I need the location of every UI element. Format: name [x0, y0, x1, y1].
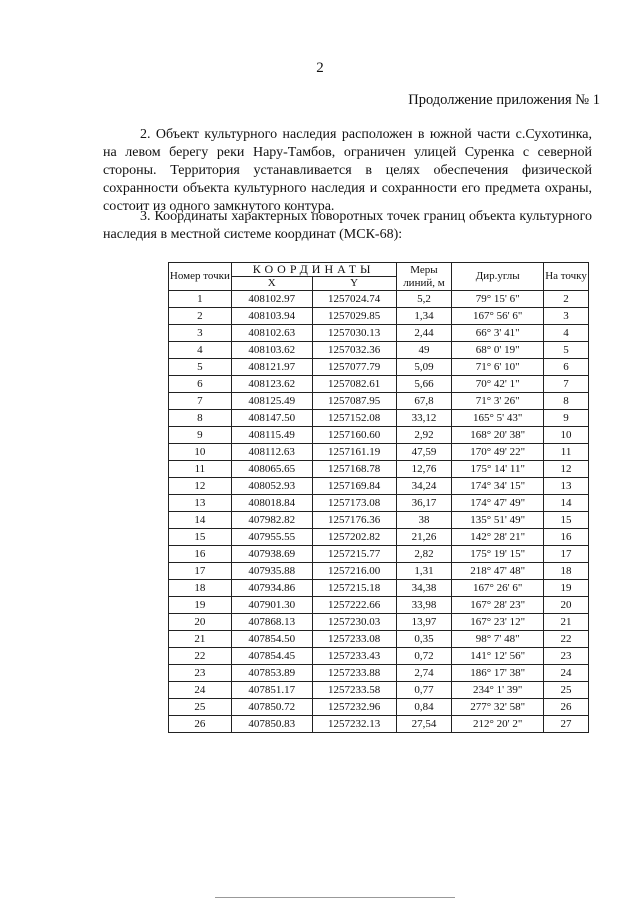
cell-to-point: 12: [544, 461, 589, 478]
cell-x: 408065.65: [231, 461, 312, 478]
cell-angle: 175° 14' 11": [452, 461, 544, 478]
cell-x: 408102.63: [231, 325, 312, 342]
cell-y: 1257176.36: [312, 512, 396, 529]
cell-y: 1257232.96: [312, 699, 396, 716]
cell-x: 408052.93: [231, 478, 312, 495]
table-row: [169, 393, 589, 410]
cell-to-point: 6: [544, 359, 589, 376]
cell-point-number: 9: [169, 427, 232, 444]
cell-point-number: 21: [169, 631, 232, 648]
cell-point-number: 5: [169, 359, 232, 376]
cell-to-point: 13: [544, 478, 589, 495]
cell-y: 1257024.74: [312, 291, 396, 308]
header-point-number: Номер точки: [169, 263, 232, 291]
cell-point-number: 22: [169, 648, 232, 665]
cell-y: 1257215.18: [312, 580, 396, 597]
cell-to-point: 16: [544, 529, 589, 546]
cell-length: 21,26: [396, 529, 452, 546]
cell-y: 1257216.00: [312, 563, 396, 580]
scan-artifact-line: [215, 897, 455, 898]
cell-y: 1257168.78: [312, 461, 396, 478]
appendix-caption: Продолжение приложения № 1: [408, 92, 600, 108]
table-row: [169, 478, 589, 495]
cell-x: 407901.30: [231, 597, 312, 614]
coordinates-table: [168, 262, 589, 733]
cell-length: 2,92: [396, 427, 452, 444]
cell-length: 12,76: [396, 461, 452, 478]
cell-angle: 218° 47' 48": [452, 563, 544, 580]
table-row: [169, 682, 589, 699]
cell-y: 1257032.36: [312, 342, 396, 359]
cell-angle: 174° 47' 49": [452, 495, 544, 512]
cell-point-number: 15: [169, 529, 232, 546]
cell-point-number: 11: [169, 461, 232, 478]
cell-to-point: 2: [544, 291, 589, 308]
cell-angle: 174° 34' 15": [452, 478, 544, 495]
cell-x: 408121.97: [231, 359, 312, 376]
cell-to-point: 7: [544, 376, 589, 393]
cell-y: 1257222.66: [312, 597, 396, 614]
cell-angle: 167° 56' 6": [452, 308, 544, 325]
cell-angle: 135° 51' 49": [452, 512, 544, 529]
table-row: [169, 580, 589, 597]
cell-to-point: 23: [544, 648, 589, 665]
cell-point-number: 25: [169, 699, 232, 716]
cell-y: 1257233.43: [312, 648, 396, 665]
cell-point-number: 24: [169, 682, 232, 699]
cell-to-point: 27: [544, 716, 589, 733]
cell-to-point: 26: [544, 699, 589, 716]
cell-length: 38: [396, 512, 452, 529]
table-row: [169, 325, 589, 342]
cell-y: 1257233.58: [312, 682, 396, 699]
header-to-point: На точку: [544, 263, 589, 291]
cell-length: 0,77: [396, 682, 452, 699]
cell-x: 408123.62: [231, 376, 312, 393]
table-row: [169, 410, 589, 427]
cell-x: 407938.69: [231, 546, 312, 563]
cell-length: 34,38: [396, 580, 452, 597]
cell-y: 1257169.84: [312, 478, 396, 495]
table-body: [169, 291, 589, 733]
table-row: [169, 427, 589, 444]
cell-angle: 277° 32' 58": [452, 699, 544, 716]
cell-y: 1257160.60: [312, 427, 396, 444]
table-row: [169, 546, 589, 563]
cell-angle: 212° 20' 2": [452, 716, 544, 733]
cell-length: 36,17: [396, 495, 452, 512]
cell-length: 2,82: [396, 546, 452, 563]
cell-to-point: 24: [544, 665, 589, 682]
cell-point-number: 20: [169, 614, 232, 631]
table-row: [169, 563, 589, 580]
cell-point-number: 18: [169, 580, 232, 597]
cell-length: 5,09: [396, 359, 452, 376]
cell-x: 407868.13: [231, 614, 312, 631]
cell-x: 408112.63: [231, 444, 312, 461]
cell-point-number: 10: [169, 444, 232, 461]
header-angles: Дир.углы: [452, 263, 544, 291]
cell-length: 2,44: [396, 325, 452, 342]
cell-y: 1257161.19: [312, 444, 396, 461]
cell-x: 407851.17: [231, 682, 312, 699]
paragraph-3: [103, 208, 592, 244]
cell-point-number: 23: [169, 665, 232, 682]
cell-y: 1257152.08: [312, 410, 396, 427]
cell-to-point: 19: [544, 580, 589, 597]
cell-to-point: 21: [544, 614, 589, 631]
cell-point-number: 2: [169, 308, 232, 325]
cell-length: 13,97: [396, 614, 452, 631]
cell-to-point: 3: [544, 308, 589, 325]
table-row: [169, 376, 589, 393]
cell-to-point: 17: [544, 546, 589, 563]
cell-y: 1257029.85: [312, 308, 396, 325]
header-y: Y: [312, 277, 396, 291]
cell-point-number: 3: [169, 325, 232, 342]
cell-x: 407853.89: [231, 665, 312, 682]
cell-y: 1257215.77: [312, 546, 396, 563]
cell-x: 407854.50: [231, 631, 312, 648]
cell-x: 408018.84: [231, 495, 312, 512]
cell-length: 27,54: [396, 716, 452, 733]
cell-length: 0,35: [396, 631, 452, 648]
cell-point-number: 14: [169, 512, 232, 529]
cell-point-number: 16: [169, 546, 232, 563]
cell-x: 407854.45: [231, 648, 312, 665]
cell-x: 407934.86: [231, 580, 312, 597]
cell-x: 407850.83: [231, 716, 312, 733]
cell-length: 49: [396, 342, 452, 359]
cell-point-number: 13: [169, 495, 232, 512]
cell-length: 5,66: [396, 376, 452, 393]
cell-x: 408115.49: [231, 427, 312, 444]
table-row: [169, 461, 589, 478]
table-row: [169, 342, 589, 359]
cell-point-number: 8: [169, 410, 232, 427]
cell-to-point: 25: [544, 682, 589, 699]
cell-to-point: 9: [544, 410, 589, 427]
cell-y: 1257077.79: [312, 359, 396, 376]
paragraph-3-text: 3. Координаты характерных поворотных точек границ объекта культурного наследия в местной системе координат (МСК-68):: [103, 209, 592, 242]
table-row: [169, 665, 589, 682]
cell-to-point: 5: [544, 342, 589, 359]
cell-point-number: 6: [169, 376, 232, 393]
cell-y: 1257082.61: [312, 376, 396, 393]
header-lengths: Меры линий, м: [396, 263, 452, 291]
cell-angle: 66° 3' 41": [452, 325, 544, 342]
cell-y: 1257087.95: [312, 393, 396, 410]
cell-length: 47,59: [396, 444, 452, 461]
cell-angle: 142° 28' 21": [452, 529, 544, 546]
cell-y: 1257173.08: [312, 495, 396, 512]
header-x: X: [231, 277, 312, 291]
cell-to-point: 15: [544, 512, 589, 529]
cell-length: 67,8: [396, 393, 452, 410]
cell-to-point: 4: [544, 325, 589, 342]
cell-angle: 98° 7' 48": [452, 631, 544, 648]
header-coordinates: КООРДИНАТЫ: [231, 263, 396, 277]
cell-point-number: 19: [169, 597, 232, 614]
cell-to-point: 10: [544, 427, 589, 444]
cell-x: 408103.94: [231, 308, 312, 325]
table-row: [169, 495, 589, 512]
cell-length: 33,98: [396, 597, 452, 614]
table-row: [169, 699, 589, 716]
cell-y: 1257230.03: [312, 614, 396, 631]
table-row: [169, 631, 589, 648]
cell-length: 0,72: [396, 648, 452, 665]
cell-length: 2,74: [396, 665, 452, 682]
cell-x: 408125.49: [231, 393, 312, 410]
cell-length: 5,2: [396, 291, 452, 308]
cell-y: 1257232.13: [312, 716, 396, 733]
cell-y: 1257030.13: [312, 325, 396, 342]
paragraph-2-text: 2. Объект культурного наследия расположен в южной части с.Сухотинка, на левом берегу реки Нару-Тамбов, ограничен улицей Суренка с северной стороны. Территория устанавливается в целях обеспечения физической сохранности объекта культурного наследия и сохранности его предмета охраны, состоит из одного замкнутого контура.: [103, 127, 592, 214]
cell-point-number: 12: [169, 478, 232, 495]
cell-x: 407850.72: [231, 699, 312, 716]
cell-angle: 141° 12' 56": [452, 648, 544, 665]
cell-y: 1257233.88: [312, 665, 396, 682]
cell-point-number: 17: [169, 563, 232, 580]
cell-angle: 167° 26' 6": [452, 580, 544, 597]
cell-x: 407955.55: [231, 529, 312, 546]
cell-angle: 165° 5' 43": [452, 410, 544, 427]
cell-point-number: 7: [169, 393, 232, 410]
table-row: [169, 648, 589, 665]
cell-angle: 186° 17' 38": [452, 665, 544, 682]
cell-x: 407982.82: [231, 512, 312, 529]
table-row: [169, 359, 589, 376]
cell-y: 1257233.08: [312, 631, 396, 648]
table-row: [169, 716, 589, 733]
cell-length: 1,31: [396, 563, 452, 580]
cell-angle: 70° 42' 1": [452, 376, 544, 393]
table-row: [169, 308, 589, 325]
cell-to-point: 22: [544, 631, 589, 648]
cell-point-number: 4: [169, 342, 232, 359]
table-row: [169, 529, 589, 546]
cell-to-point: 11: [544, 444, 589, 461]
cell-angle: 170° 49' 22": [452, 444, 544, 461]
table-row: [169, 444, 589, 461]
cell-point-number: 1: [169, 291, 232, 308]
cell-angle: 175° 19' 15": [452, 546, 544, 563]
cell-y: 1257202.82: [312, 529, 396, 546]
page-number: 2: [316, 60, 324, 76]
cell-x: 407935.88: [231, 563, 312, 580]
cell-angle: 168° 20' 38": [452, 427, 544, 444]
cell-x: 408102.97: [231, 291, 312, 308]
cell-point-number: 26: [169, 716, 232, 733]
table-row: [169, 291, 589, 308]
cell-angle: 167° 23' 12": [452, 614, 544, 631]
cell-angle: 167° 28' 23": [452, 597, 544, 614]
cell-length: 0,84: [396, 699, 452, 716]
cell-to-point: 8: [544, 393, 589, 410]
cell-angle: 234° 1' 39": [452, 682, 544, 699]
cell-angle: 79° 15' 6": [452, 291, 544, 308]
cell-length: 1,34: [396, 308, 452, 325]
cell-x: 408103.62: [231, 342, 312, 359]
table-row: [169, 614, 589, 631]
cell-length: 34,24: [396, 478, 452, 495]
cell-to-point: 18: [544, 563, 589, 580]
cell-to-point: 20: [544, 597, 589, 614]
table-row: [169, 597, 589, 614]
cell-length: 33,12: [396, 410, 452, 427]
cell-angle: 68° 0' 19": [452, 342, 544, 359]
paragraph-2: [103, 126, 592, 216]
cell-angle: 71° 3' 26": [452, 393, 544, 410]
table-row: [169, 512, 589, 529]
cell-x: 408147.50: [231, 410, 312, 427]
cell-angle: 71° 6' 10": [452, 359, 544, 376]
cell-to-point: 14: [544, 495, 589, 512]
